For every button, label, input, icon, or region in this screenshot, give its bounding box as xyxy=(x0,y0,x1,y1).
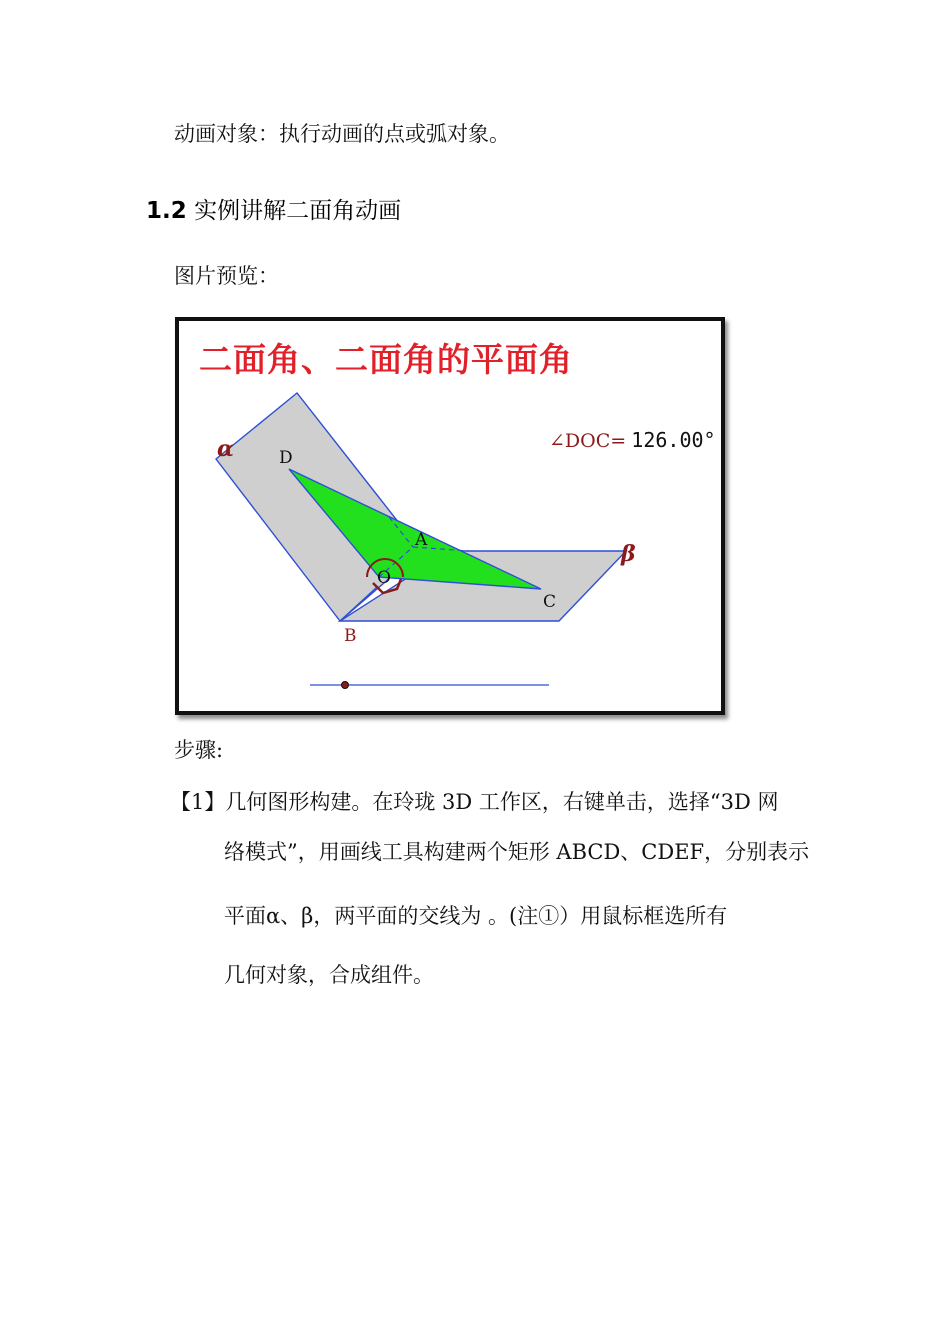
step1-line2: 络模式”，用画线工具构建两个矩形 ABCD、CDEF，分别表示 xyxy=(224,840,810,864)
animation-point[interactable] xyxy=(342,682,349,689)
section-title: 实例讲解二面角动画 xyxy=(194,198,402,224)
point-label-o: O xyxy=(377,568,391,588)
steps-label: 步骤: xyxy=(174,738,224,762)
plane-beta-label: β xyxy=(621,541,636,567)
angle-name: ∠DOC= xyxy=(549,430,627,452)
step1-line3: 平面α、β，两平面的交线为 。(注①）用鼠标框选所有 xyxy=(224,904,728,928)
angle-value: 126.00° xyxy=(631,428,716,452)
point-label-c: C xyxy=(543,592,557,612)
figure-title: 二面角、二面角的平面角 xyxy=(199,340,573,379)
point-label-a: A xyxy=(415,530,428,550)
preview-label: 图片预览： xyxy=(174,264,279,288)
step1-text-line1: 几何图形构建。在玲珑 3D 工作区，右键单击，选择“3D 网 xyxy=(225,790,779,814)
dihedral-angle-diagram xyxy=(179,321,721,711)
point-label-b: B xyxy=(344,626,357,646)
plane-alpha-label: α xyxy=(217,436,234,462)
step1-marker: 【1】 xyxy=(170,790,226,814)
step1-line1 xyxy=(170,792,779,813)
point-label-d: D xyxy=(279,448,293,468)
step1-line4: 几何对象，合成组件。 xyxy=(224,963,434,987)
section-heading xyxy=(146,192,401,225)
section-number: 1.2 xyxy=(146,198,187,224)
angle-readout xyxy=(549,428,716,452)
intro-line: 动画对象：执行动画的点或弧对象。 xyxy=(174,122,510,146)
figure-image xyxy=(175,317,725,715)
